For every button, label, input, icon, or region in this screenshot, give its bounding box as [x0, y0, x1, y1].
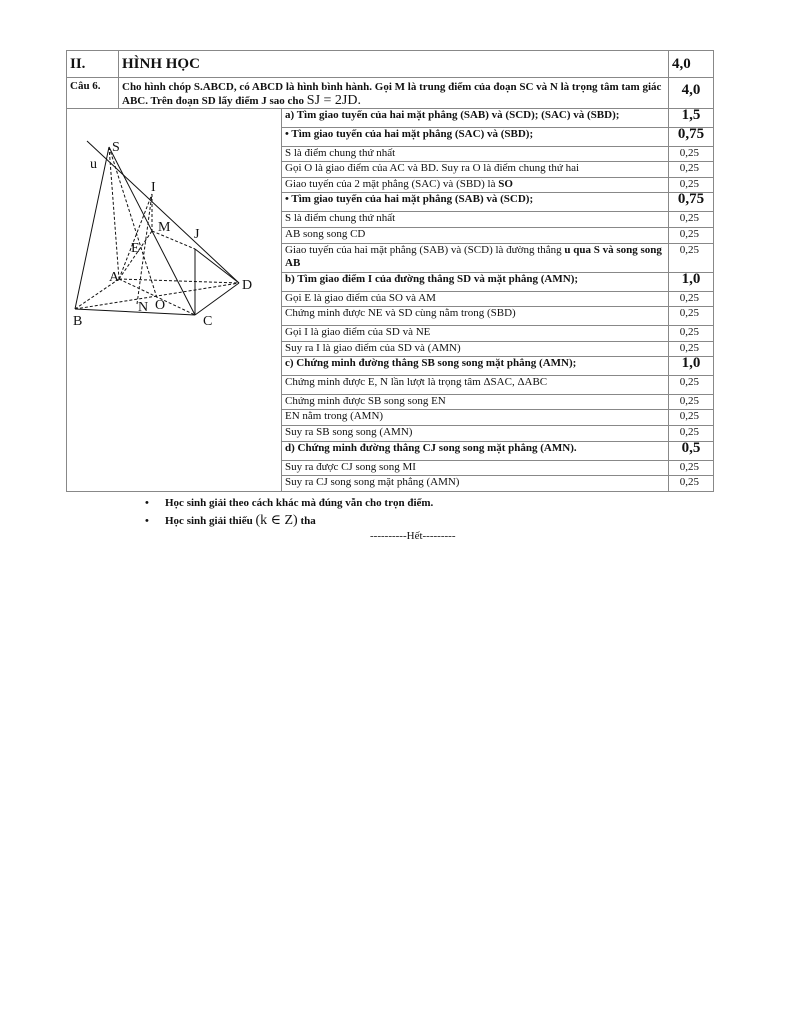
- step-points: 0,25: [669, 227, 714, 243]
- step-points: 0,25: [669, 291, 714, 307]
- step-text: Giao tuyến của 2 mặt phẳng (SAC) và (SBD) là: [285, 177, 499, 190]
- grading-step: S là điểm chung thứ nhất: [282, 212, 669, 228]
- step-points: 0,25: [669, 394, 714, 410]
- label-A: A: [109, 270, 120, 285]
- note-text-tail: tha: [300, 515, 316, 527]
- grading-step: [282, 177, 669, 193]
- step-text: Giao tuyến của hai mặt phẳng (SAB) và (SCD) là đường thẳng: [285, 243, 565, 256]
- question-label: Câu 6.: [67, 78, 119, 109]
- step-points: 0,25: [669, 177, 714, 193]
- label-M: M: [158, 220, 171, 235]
- note-math: (k ∈ Z): [255, 513, 298, 528]
- pyramid-figure: [67, 109, 277, 491]
- grading-step: AB song song CD: [282, 227, 669, 243]
- step-points: 1,0: [669, 357, 714, 376]
- step-points: 0,75: [669, 127, 714, 146]
- grading-step-heading: c) Chứng minh đường thẳng SB song song mặt phẳng (AMN);: [282, 357, 669, 376]
- step-emphasis: u qua S và song song AB: [285, 243, 662, 269]
- note-text: Học sinh giải theo cách khác mà đúng vẫn cho trọn điểm.: [165, 497, 434, 509]
- grading-step: Chứng minh được NE và SD cùng nằm trong (SBD): [282, 307, 669, 326]
- section-number: II.: [67, 51, 119, 78]
- step-points: 0,25: [669, 341, 714, 357]
- label-u: u: [90, 157, 97, 172]
- question-score: 4,0: [669, 78, 714, 109]
- end-marker: ----------Hết---------: [370, 530, 456, 542]
- segment-JD: [195, 249, 239, 283]
- edge-AD: [119, 279, 239, 283]
- grading-step: [282, 243, 669, 272]
- step-points: 0,25: [669, 325, 714, 341]
- note-item: [145, 512, 433, 530]
- grading-step: Suy ra CJ song song mặt phẳng (AMN): [282, 476, 669, 492]
- note-bullet: •: [145, 497, 149, 509]
- step-points: 0,25: [669, 460, 714, 476]
- grading-step: Suy ra SB song song (AMN): [282, 426, 669, 442]
- step-points: 0,25: [669, 376, 714, 395]
- grading-step-heading: a) Tìm giao tuyến của hai mặt phẳng (SAB) và (SCD); (SAC) và (SBD);: [282, 109, 669, 128]
- question-text: [119, 78, 669, 109]
- grading-step-heading: d) Chứng minh đường thẳng CJ song song mặt phẳng (AMN).: [282, 441, 669, 460]
- label-N: N: [138, 300, 149, 315]
- grading-step: S là điểm chung thứ nhất: [282, 146, 669, 162]
- grading-step: Chứng minh được SB song song EN: [282, 394, 669, 410]
- question-formula: SJ = 2JD: [306, 93, 358, 108]
- question-period: .: [357, 93, 361, 108]
- grading-step: Gọi I là giao điểm của SD và NE: [282, 325, 669, 341]
- figure-cell: [67, 109, 282, 492]
- grading-row: [67, 109, 714, 128]
- section-title: HÌNH HỌC: [119, 51, 669, 78]
- edge-BC: [75, 309, 195, 315]
- step-points: 0,25: [669, 476, 714, 492]
- grading-step-heading: • Tìm giao tuyến của hai mặt phẳng (SAC) và (SBD);: [282, 127, 669, 146]
- label-J: J: [194, 227, 200, 242]
- step-points: 0,25: [669, 426, 714, 442]
- step-points: 0,75: [669, 193, 714, 212]
- step-points: 0,25: [669, 146, 714, 162]
- grading-step: Suy ra được CJ song song MI: [282, 460, 669, 476]
- grading-step: Suy ra I là giao điểm của SD và (AMN): [282, 341, 669, 357]
- note-text: Học sinh giải thiếu: [165, 515, 253, 527]
- question-row: [67, 78, 714, 109]
- question-statement: Cho hình chóp S.ABCD, có ABCD là hình bình hành. Gọi M là trung điểm của đoạn SC và N là trọng tâm tam giác ABC. Trên đoạn SD lấy điểm J sao cho: [122, 81, 662, 107]
- label-I: I: [151, 180, 156, 195]
- label-D: D: [242, 278, 253, 293]
- step-points: 1,0: [669, 272, 714, 291]
- note-item: [145, 494, 433, 512]
- label-C: C: [203, 314, 213, 329]
- section-header-row: [67, 51, 714, 78]
- step-points: 0,5: [669, 441, 714, 460]
- grading-step: EN nằm trong (AMN): [282, 410, 669, 426]
- step-points: 0,25: [669, 212, 714, 228]
- answer-table: [66, 50, 714, 492]
- step-points: 0,25: [669, 410, 714, 426]
- label-S: S: [112, 140, 120, 155]
- grading-step-heading: b) Tìm giao điểm I của đường thẳng SD và mặt phẳng (AMN);: [282, 272, 669, 291]
- grading-step: Gọi E là giao điểm của SO và AM: [282, 291, 669, 307]
- edge-CD: [195, 283, 239, 315]
- label-O: O: [155, 298, 166, 313]
- step-points: 0,25: [669, 307, 714, 326]
- grading-step: Chứng minh được E, N lần lượt là trọng tâm ΔSAC, ΔABC: [282, 376, 669, 395]
- grading-step: Gọi O là giao điểm của AC và BD. Suy ra O là điểm chung thứ hai: [282, 162, 669, 178]
- grading-notes: [145, 494, 433, 530]
- label-E: E: [131, 241, 140, 256]
- section-score: 4,0: [669, 51, 714, 78]
- note-bullet: •: [145, 515, 149, 527]
- step-emphasis: SO: [498, 177, 513, 190]
- step-points: 1,5: [669, 109, 714, 128]
- grading-step-heading: • Tìm giao tuyến của hai mặt phẳng (SAB) và (SCD);: [282, 193, 669, 212]
- label-B: B: [73, 314, 83, 329]
- step-points: 0,25: [669, 243, 714, 272]
- step-points: 0,25: [669, 162, 714, 178]
